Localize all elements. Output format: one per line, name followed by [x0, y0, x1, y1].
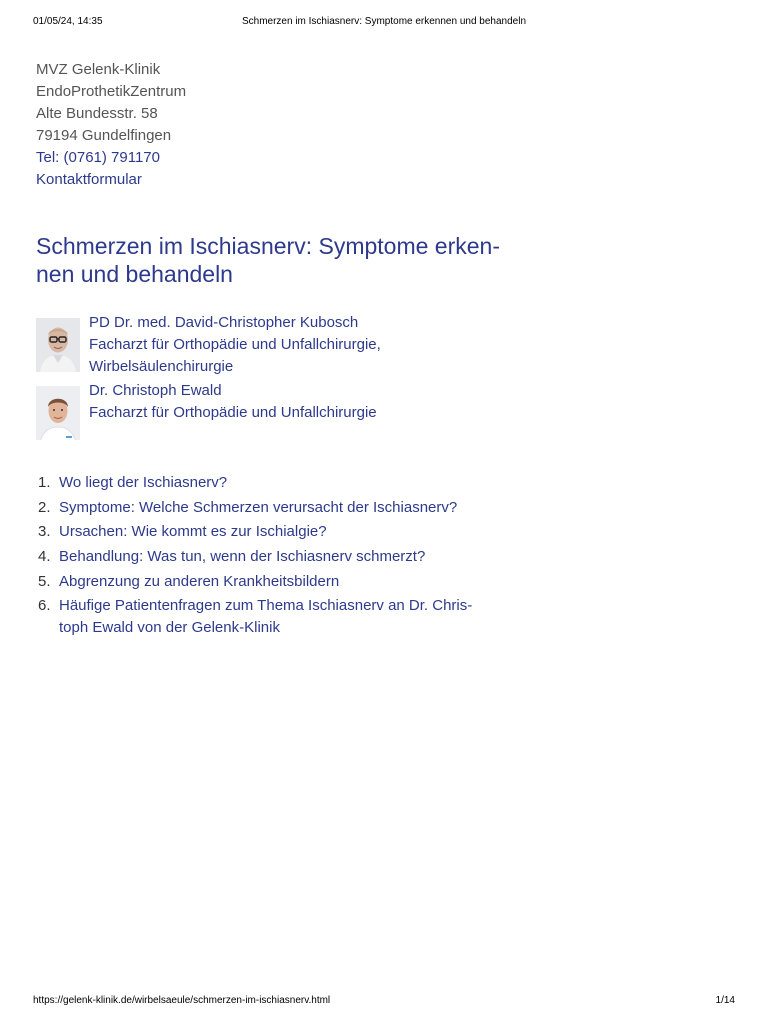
toc-link-4[interactable]: Behandlung: Was tun, wenn der Ischiasnerv schmerzt?: [59, 548, 426, 566]
clinic-name: MVZ Gelenk-Klinik: [36, 61, 161, 78]
clinic-subtitle: EndoProthetikZentrum: [36, 83, 187, 100]
author-role-kubosch-1: Facharzt für Orthopädie und Unfallchirurgie,: [89, 336, 381, 353]
toc-link-2[interactable]: Symptome: Welche Schmerzen verursacht der Ischiasnerv?: [59, 498, 458, 516]
page-title-line-2: nen und behandeln: [36, 261, 233, 287]
page-title-line-1: Schmerzen im Ischiasnerv: Symptome erken-: [36, 233, 500, 259]
toc-number-4: 4.: [38, 548, 51, 566]
author-name-ewald[interactable]: Dr. Christoph Ewald: [89, 381, 222, 399]
clinic-street: Alte Bundesstr. 58: [36, 105, 158, 122]
author-photo-ewald: [36, 386, 80, 440]
table-of-contents: [36, 472, 472, 642]
print-url: https://gelenk-klinik.de/wirbelsaeule/schmerzen-im-ischiasnerv.html: [33, 995, 331, 1006]
portrait-ewald-image: [36, 386, 80, 440]
toc-number-6: 6.: [38, 597, 51, 615]
clinic-address: [36, 59, 186, 191]
toc-link-6-line-1: Häufige Patientenfragen zum Thema Ischiasnerv an Dr. Chris-: [59, 597, 473, 615]
toc-link-6-line-2: toph Ewald von der Gelenk-Klinik: [59, 619, 280, 637]
print-footer: [0, 995, 768, 1009]
toc-number-3: 3.: [38, 523, 51, 541]
author-role-ewald-1: Facharzt für Orthopädie und Unfallchirurgie: [89, 403, 377, 421]
toc-item-1: [36, 472, 472, 494]
toc-link-6[interactable]: [59, 595, 472, 639]
print-header: [0, 16, 768, 30]
toc-number-5: 5.: [38, 572, 51, 590]
print-datetime: 01/05/24, 14:35: [33, 16, 103, 27]
author-name-kubosch[interactable]: PD Dr. med. David-Christopher Kubosch: [89, 314, 359, 331]
toc-item-4: [36, 546, 472, 568]
toc-number-1: 1.: [38, 474, 51, 491]
toc-item-2: [36, 497, 472, 519]
toc-item-5: [36, 571, 472, 593]
contact-form-link[interactable]: Kontaktformular: [36, 171, 142, 188]
toc-link-5[interactable]: Abgrenzung zu anderen Krankheitsbildern: [59, 572, 340, 590]
author-photo-kubosch: [36, 318, 80, 372]
page-title: [36, 232, 516, 288]
toc-link-3[interactable]: Ursachen: Wie kommt es zur Ischialgie?: [59, 523, 327, 541]
author-role-kubosch-2: Wirbelsäulenchirurgie: [89, 358, 234, 375]
clinic-city: 79194 Gundelfingen: [36, 127, 172, 144]
portrait-kubosch-image: [36, 318, 80, 372]
toc-number-2: 2.: [38, 498, 51, 516]
phone-link[interactable]: Tel: (0761) 791170: [36, 149, 160, 166]
toc-item-3: [36, 521, 472, 543]
print-page-number: 1/14: [715, 995, 735, 1006]
print-doc-title: Schmerzen im Ischiasnerv: Symptome erkennen und behandeln: [241, 16, 527, 27]
toc-link-1[interactable]: Wo liegt der Ischiasnerv?: [59, 474, 228, 491]
toc-item-6: [36, 595, 472, 639]
